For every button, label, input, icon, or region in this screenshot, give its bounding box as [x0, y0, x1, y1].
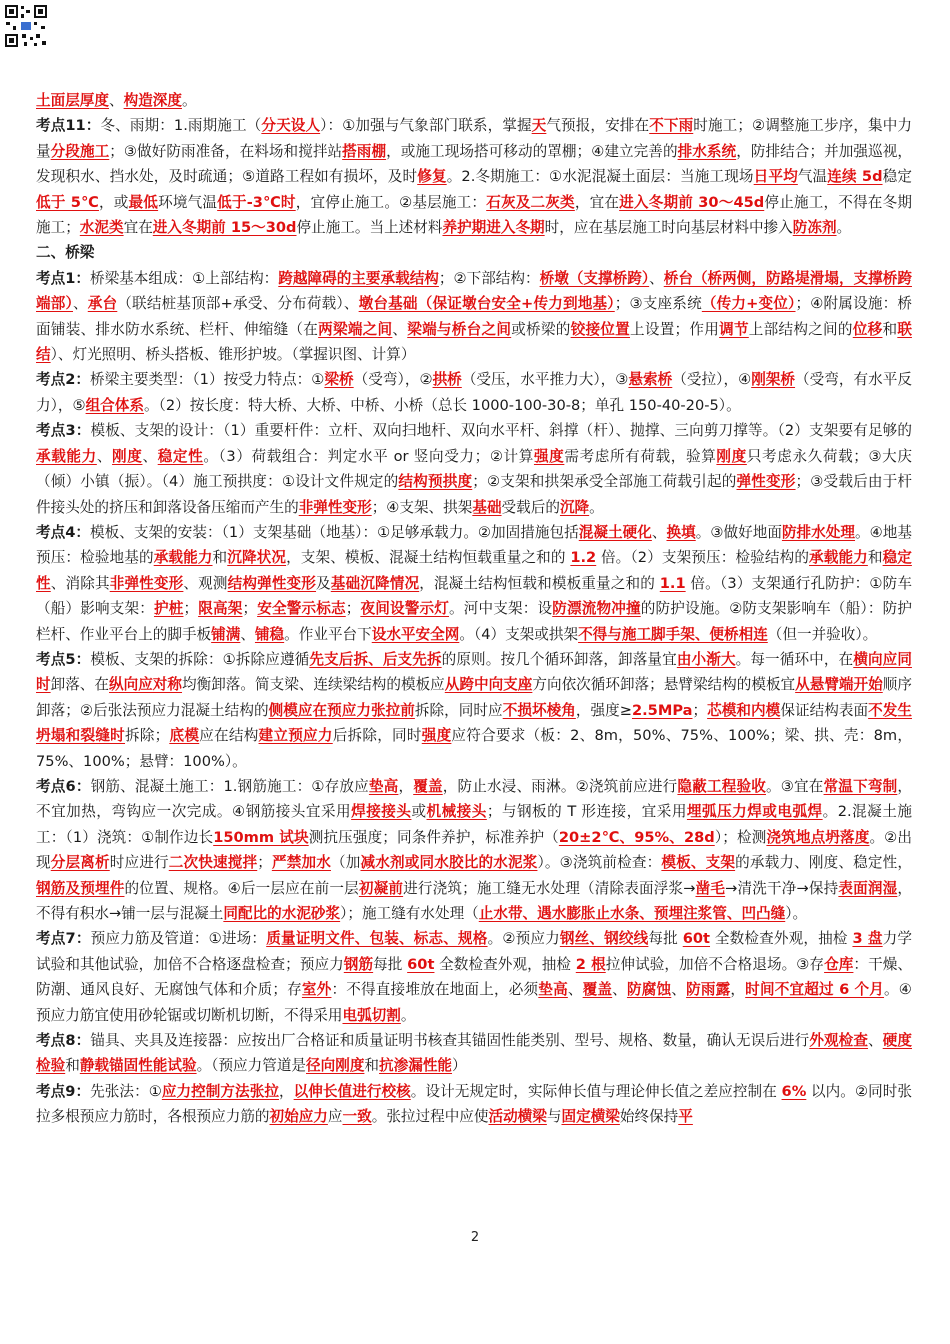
text-run: ；与钢板的 T 形连接，宜采用 — [486, 803, 687, 821]
highlight-term: 承载能力 — [153, 549, 213, 567]
highlight-term: 限高架 — [198, 600, 243, 618]
text-run: 倍。（3）支架通行孔防护：①防车（船）影响支架： — [36, 574, 912, 618]
text-run: （联结桩基顶部+承受、分布荷载）、 — [117, 295, 359, 313]
highlight-term: 初始应力 — [269, 1108, 328, 1126]
highlight-term: 由小渐大 — [676, 650, 736, 668]
highlight-term: 护桩 — [153, 600, 184, 618]
highlight-term: 20±2℃、95%、28d — [558, 828, 715, 846]
text-run: 倍。（2）支架预压：检验结构的 — [596, 549, 810, 567]
highlight-term: 覆盖 — [413, 777, 443, 795]
text-run: ，或 — [98, 193, 129, 211]
text-run: ，或施工现场搭可移动的罩棚；④建立完善的 — [386, 142, 678, 160]
highlight-term: 进入冬期前 30～45d — [619, 193, 765, 211]
highlight-term: 换填 — [666, 523, 696, 541]
text-run: ，混凝土结构恒载和模板重量之和的 — [419, 574, 660, 592]
text-run: 。 — [400, 1006, 416, 1024]
highlight-term: 室外 — [301, 981, 332, 999]
text-run: ；②下部结构： — [438, 269, 540, 287]
highlight-term: 水泥类 — [79, 219, 124, 237]
text-run: ）、灯光照明、桥头搭板、锥形护坡。（掌握识图、计算） — [50, 346, 416, 364]
text-run: 后拆除，同时 — [332, 727, 422, 745]
highlight-term: 纵向应对称 — [109, 676, 183, 694]
text-run: 始终保持 — [619, 1108, 679, 1126]
text-run: 气预报，安排在 — [546, 117, 650, 135]
highlight-term: 梁端与桥台之间 — [407, 320, 512, 338]
key-point-label: 考点6： — [36, 777, 91, 795]
highlight-term: 铺稳 — [254, 625, 285, 643]
highlight-term: 6% — [781, 1082, 807, 1100]
highlight-term: 联结 — [36, 320, 912, 364]
text-run: 和 — [867, 549, 883, 567]
text-run: ：不得直接堆放在地面上，必须 — [331, 981, 539, 999]
highlight-term: 调节 — [719, 320, 749, 338]
paragraph — [36, 113, 912, 240]
text-run: 、 — [649, 269, 664, 287]
text-run: 拆除，同时应 — [414, 701, 503, 719]
text-run: （受拉），④ — [672, 371, 752, 389]
highlight-term: 凿毛 — [695, 879, 726, 897]
text-run: 保证结构表面 — [780, 701, 869, 719]
text-run: 的位置、规格。④后一层应在前一层 — [124, 879, 359, 897]
text-run: 、 — [567, 981, 583, 999]
text-run: 。（4）支架或拱架 — [459, 625, 579, 643]
text-run: 每批 — [648, 930, 683, 948]
highlight-term: 应力控制方法张拉 — [161, 1082, 279, 1100]
text-run: ，不宜加热，弯钩应一次完成。④钢筋接头宜采用 — [36, 777, 912, 821]
text-run: 和 — [882, 320, 898, 338]
highlight-term: 防冻剂 — [792, 219, 837, 237]
highlight-term: 平 — [678, 1108, 693, 1126]
text-run: 、 — [142, 447, 158, 465]
highlight-term: 抗渗漏性能 — [379, 1057, 453, 1075]
highlight-term: 钢筋及预埋件 — [36, 879, 125, 897]
highlight-term: 桥台（桥两侧，防路堤滑塌，支撑桥跨端部） — [36, 269, 912, 313]
text-run: 卸落、在 — [50, 676, 110, 694]
text-run: 的承载力、刚度、稳定性， — [735, 854, 912, 872]
highlight-term: 土面层厚度 — [36, 92, 109, 109]
text-run: 冬、雨期：1.雨期施工（ — [100, 117, 262, 135]
text-run: 方向依次循环卸落；悬臂梁结构的模板宜 — [532, 676, 796, 694]
highlight-term: 天 — [531, 117, 547, 135]
highlight-term: 基础沉降情况 — [330, 574, 420, 592]
text-run: 气温 — [797, 168, 828, 186]
paragraph — [36, 1028, 912, 1079]
highlight-term: 横向应同时 — [36, 650, 912, 694]
highlight-term: 模板、支架 — [661, 854, 736, 872]
text-run: 先张法：① — [90, 1082, 162, 1100]
text-run: ； — [345, 600, 361, 618]
highlight-term: 墩台基础（保证墩台安全+传力到地基） — [358, 295, 615, 313]
highlight-term: 不得与施工脚手架、便桥相连 — [578, 625, 768, 643]
text-run: 。2.混凝土施工：（1）浇筑：①制作边长 — [36, 803, 912, 846]
page-number: 2 — [470, 1230, 480, 1245]
highlight-term: 建立预应力 — [258, 727, 333, 745]
highlight-term: 桥墩（支撑桥跨） — [539, 269, 650, 287]
key-point-label: 考点5： — [36, 650, 91, 668]
text-run: 测抗压强度；同条件养护，标准养护（ — [308, 828, 559, 846]
text-run: 应 — [327, 1108, 343, 1126]
highlight-term: 排水系统 — [677, 142, 737, 160]
text-run: 停止施工。当上述材料 — [296, 219, 443, 237]
highlight-term: 组合体系 — [85, 396, 144, 414]
text-run: 时施工；②调整施工步序，集中力量 — [36, 117, 912, 160]
highlight-term: 强度 — [421, 727, 452, 745]
highlight-term: 防漂流物冲撞 — [552, 600, 641, 618]
text-run: 。2.冬期施工：①水泥混凝土面层：当施工现场 — [446, 168, 754, 186]
highlight-term: 养护期进入冬期 — [442, 219, 545, 237]
highlight-term: 机械接头 — [426, 803, 487, 821]
text-run: ； — [183, 600, 199, 618]
highlight-term: 电弧切割 — [342, 1006, 401, 1024]
text-run: 全数检查外观，抽检 — [710, 930, 853, 948]
highlight-term: 初凝前 — [358, 879, 404, 897]
text-run: 力学试验和其他试验，加倍不合格逐盘检查；预应力 — [36, 930, 912, 973]
text-run: （受压，水平推力大），③ — [461, 371, 629, 389]
text-run: 。④预应力筋宜使用砂轮锯或切断机切断，不得采用 — [36, 981, 912, 1024]
text-run: 停止施工，不得在冬期施工； — [36, 193, 912, 237]
paragraph — [36, 266, 912, 368]
highlight-term: 承台 — [87, 295, 118, 313]
highlight-term: 低于-3℃时 — [217, 193, 296, 211]
text-run: 顺序卸落；②后张法预应力混凝土结构的 — [36, 676, 912, 719]
text-run: 需考虑所有荷载，验算 — [564, 447, 717, 465]
highlight-term: 刚度 — [716, 447, 747, 465]
text-run: 模板、支架的设计：（1）重要杆件：立杆、双向扫地杆、双向水平杆、斜撑（杆）、抛撑、三向剪刀撑等。（2）支架要有足够的 — [90, 422, 912, 440]
text-run: ；④支架、拱架 — [371, 498, 473, 516]
highlight-term: 埋弧压力焊或电弧焊 — [686, 803, 823, 821]
key-point-label: 考点8： — [36, 1032, 91, 1050]
text-run: 模板、支架的安装：（1）支架基础（地基）：①足够承载力。②加固措施包括 — [90, 523, 579, 541]
highlight-term: 焊接接头 — [351, 803, 412, 821]
text-run: 上部结构之间的 — [748, 320, 853, 338]
highlight-term: 从跨中向支座 — [444, 676, 533, 694]
highlight-term: 一致 — [342, 1108, 372, 1126]
text-run: 。④地基预压：检验地基的 — [36, 523, 912, 567]
key-point-label: 考点1： — [36, 269, 90, 287]
highlight-term: 防腐蚀 — [626, 981, 672, 999]
text-run: 时，应在基层施工时向基层材料中掺入 — [544, 219, 793, 237]
highlight-term: 强度 — [533, 447, 565, 465]
text-run: 拆除； — [125, 727, 170, 745]
text-run: 全数检查外观，抽检 — [434, 955, 576, 973]
text-run: 只考虑永久荷载；③大庆（倾）小镇（振）。（4）施工预拱度：①设计文件规定的 — [36, 447, 912, 491]
text-run: 桥梁主要类型：（1）按受力特点：① — [90, 371, 325, 389]
text-run: 。设计无规定时，实际伸长值与理论伸长值之差应控制在 — [410, 1082, 782, 1100]
highlight-term: 固定横梁 — [561, 1108, 620, 1126]
text-run: 。②出现 — [36, 828, 912, 872]
text-run: ，不得有积水→铺一层与混凝土 — [36, 879, 912, 922]
text-run: 模板、支架的拆除：①拆除应遵循 — [90, 650, 310, 668]
highlight-term: 同配比的水泥砂浆 — [223, 905, 341, 922]
highlight-term: 1.2 — [570, 549, 597, 567]
highlight-term: 防雨露 — [686, 981, 731, 999]
highlight-term: 分段施工 — [50, 142, 110, 160]
highlight-term: 位移 — [852, 320, 883, 338]
highlight-term: 刚度 — [112, 447, 143, 465]
highlight-term: 搭雨棚 — [342, 142, 387, 160]
highlight-term: 承载能力 — [809, 549, 868, 567]
key-point-label: 考点4： — [36, 523, 91, 541]
text-run: ；③支座系统 — [614, 295, 702, 313]
text-run: 与 — [546, 1108, 562, 1126]
text-run: →清洗干净→保持 — [725, 879, 839, 897]
text-run: 环境气温 — [158, 193, 218, 211]
text-run: 和 — [212, 549, 228, 567]
text-run: 及 — [316, 574, 331, 592]
text-run: 每批 — [373, 955, 408, 973]
highlight-term: 铺满 — [211, 625, 241, 643]
text-run: ； — [242, 600, 258, 618]
highlight-term: 弹性变形 — [736, 473, 796, 491]
key-point-label: 考点3： — [36, 422, 91, 440]
text-run: ，强度≥ — [575, 701, 632, 719]
text-run: ，宜在 — [574, 193, 620, 211]
highlight-term: 连续 5d — [827, 168, 883, 186]
highlight-term: 60t — [407, 955, 435, 973]
highlight-term: 侧模应在预应力张拉前 — [268, 701, 415, 719]
highlight-term: 止水带、遇水膨胀止水条、预埋注浆管、凹凸缝 — [478, 905, 786, 922]
highlight-term: 严禁加水 — [271, 854, 331, 872]
highlight-term: 防排水处理 — [781, 523, 856, 541]
text-run: 应在结构 — [199, 727, 259, 745]
key-point-label: 考点7： — [36, 930, 91, 948]
text-run: ， — [278, 1082, 294, 1100]
text-run: 、 — [108, 92, 124, 109]
highlight-term: 结构预拱度 — [398, 473, 473, 491]
text-run: 应符合要求（板：2、8m，50%、75%、100%；梁、拱、壳：8m，75%、100%；悬臂：100%）。 — [36, 727, 912, 770]
highlight-term: 设水平安全网 — [371, 625, 460, 643]
paragraph — [36, 418, 912, 520]
text-run: 。 — [836, 219, 852, 237]
text-run: 以内。②同时张拉多根预应力筋时，各根预应力筋的 — [36, 1082, 912, 1126]
highlight-term: 覆盖 — [582, 981, 613, 999]
text-run: 受载后的 — [501, 498, 560, 516]
highlight-term: 混凝土硬化 — [578, 523, 652, 541]
text-run: 。③做好地面 — [695, 523, 782, 541]
text-run: 。每一循环中，在 — [735, 650, 854, 668]
text-run: 和 — [364, 1057, 380, 1075]
key-point-label: 考点9： — [36, 1082, 91, 1100]
highlight-term: 跨越障碍的主要承载结构 — [278, 269, 439, 287]
highlight-term: 垫高 — [538, 981, 568, 999]
text-run: 、 — [240, 625, 255, 643]
highlight-term: 石灰及二灰类 — [486, 193, 575, 211]
highlight-term: 质量证明文件、包装、标志、规格 — [266, 930, 488, 948]
highlight-term: 进入冬期前 15～30d — [152, 219, 297, 237]
paragraph — [36, 88, 912, 113]
paragraph — [36, 1079, 912, 1130]
text-run: 。作业平台下 — [284, 625, 372, 643]
text-run: 、 — [671, 981, 687, 999]
highlight-term: 低于 5℃ — [36, 193, 99, 211]
highlight-term: 稳定性 — [36, 549, 912, 592]
highlight-term: 日平均 — [753, 168, 798, 186]
highlight-term: 减水剂或同水胶比的水泥浆 — [360, 854, 538, 872]
text-run: 锚具、夹具及连接器：应按出厂合格证和质量证明书核查其锚固性能类别、型号、规格、数量，确认无误后进行 — [90, 1032, 810, 1050]
highlight-term: 梁桥 — [324, 371, 354, 389]
text-run: 、 — [868, 1032, 883, 1050]
text-run: 宜在 — [123, 219, 153, 237]
highlight-term: 构造深度 — [123, 92, 182, 109]
highlight-term: 1.1 — [659, 574, 686, 592]
highlight-term: 两梁端之间 — [318, 320, 393, 338]
paragraph — [36, 367, 912, 418]
text-run: 。（预应力管道是 — [196, 1057, 307, 1075]
text-run: 桥梁基本组成：①上部结构： — [89, 269, 279, 287]
highlight-term: 硬度检验 — [36, 1032, 912, 1075]
text-run: ：干燥、防潮、通风良好、无腐蚀气体和介质；存 — [36, 955, 912, 999]
highlight-term: 沉降 — [559, 498, 590, 516]
text-run: ；③做好防雨准备，在料场和搅拌站 — [109, 142, 343, 160]
highlight-term: 2 根 — [575, 955, 606, 973]
highlight-term: 以伸长值进行校核 — [293, 1082, 411, 1100]
highlight-term: 150mm 试块 — [213, 828, 309, 846]
text-run: ；④附属设施：桥面铺装、排水防水系统、栏杆、伸缩缝（在 — [36, 295, 912, 338]
text-run: ， — [730, 981, 746, 999]
text-run: ）。 — [785, 905, 808, 922]
text-run: 、 — [651, 523, 667, 541]
text-run: （受弯，有水平反力），⑤ — [36, 371, 912, 414]
highlight-term: 2.5MPa — [631, 701, 693, 719]
highlight-term: 钢筋 — [343, 955, 374, 973]
highlight-term: 静载锚固性能试验 — [79, 1057, 197, 1075]
text-run: 。②预应力 — [487, 930, 560, 948]
highlight-term: 基础 — [472, 498, 502, 516]
highlight-term: 表面润湿 — [838, 879, 898, 897]
highlight-term: （传力+变位） — [701, 295, 796, 313]
highlight-term: 径向刚度 — [306, 1057, 365, 1075]
text-run: 、 — [96, 447, 113, 465]
highlight-term: 先支后拆、后支先拆 — [309, 650, 442, 668]
text-run: ， — [398, 777, 414, 795]
highlight-term: 结构弹性变形 — [227, 574, 317, 592]
text-run: 。③宜在 — [766, 777, 824, 795]
text-run: 时应进行 — [109, 854, 169, 872]
highlight-term: 不损坏棱角 — [502, 701, 576, 719]
highlight-term: 活动横梁 — [488, 1108, 547, 1126]
highlight-term: 拱桥 — [432, 371, 462, 389]
text-run: 的原则。按几个循环卸落，卸落量宜 — [441, 650, 677, 668]
text-run: 钢筋、混凝土施工：1.钢筋施工：①存放应 — [90, 777, 369, 795]
highlight-term: 承载能力 — [36, 447, 97, 465]
text-run: 、消除其 — [50, 574, 110, 592]
text-run: 上设置；作用 — [630, 320, 720, 338]
text-run: 。河中支架：设 — [449, 600, 553, 618]
highlight-term: 浇筑地点坍落度 — [766, 828, 870, 846]
text-run: ，支架、模板、混凝土结构恒载重量之和的 — [286, 549, 571, 567]
paragraph — [36, 647, 912, 774]
highlight-term: 最低 — [128, 193, 159, 211]
text-run: 均衡卸落。简支梁、连续梁结构的模板应 — [182, 676, 445, 694]
paragraph — [36, 774, 912, 926]
qr-code-icon — [4, 4, 48, 48]
text-run: 。 — [181, 92, 197, 109]
highlight-term: 芯模和内模 — [707, 701, 781, 719]
text-run: ） — [452, 1057, 467, 1075]
text-run: 和 — [65, 1057, 80, 1075]
text-run: 。张拉过程中应使 — [371, 1108, 489, 1126]
text-run: （受弯），② — [353, 371, 433, 389]
highlight-term: 外观检查 — [809, 1032, 869, 1050]
text-run: 拉伸试验，加倍不合格退场。③存 — [605, 955, 825, 973]
section-title: 二、桥梁 — [36, 244, 95, 262]
highlight-term: 稳定性 — [157, 447, 204, 465]
highlight-term: 从悬臂端开始 — [795, 676, 883, 694]
highlight-term: 沉降状况 — [227, 549, 287, 567]
paragraph — [36, 520, 912, 647]
text-run: ）；检测 — [714, 828, 767, 846]
highlight-term: 夜间设警示灯 — [360, 600, 449, 618]
text-run: ）：①加强与气象部门联系，掌握 — [320, 117, 532, 135]
text-run: 预应力筋及管道：①进场： — [90, 930, 267, 948]
highlight-term: 时间不宜超过 6 个月 — [745, 981, 885, 999]
highlight-term: 分层离析 — [50, 854, 110, 872]
text-run: （加 — [330, 854, 361, 872]
text-run: 。（2）按长度：特大桥、大桥、中桥、小桥（总长 1000-100-30-8；单孔 150-40-20-5）。 — [143, 396, 741, 414]
text-run: 或 — [411, 803, 427, 821]
highlight-term: 3 盘 — [852, 930, 883, 948]
text-run: ，防排结合；并加强巡视，发现积水、挡水处，及时疏通；⑤道路工程如有损坏，及时 — [36, 142, 912, 186]
highlight-term: 二次快速搅拌 — [168, 854, 258, 872]
document-body — [36, 88, 912, 1130]
highlight-term: 不下雨 — [649, 117, 694, 135]
highlight-term: 刚架桥 — [751, 371, 796, 389]
text-run: ； — [692, 701, 708, 719]
highlight-term: 隐蔽工程验收 — [677, 777, 766, 795]
text-run: ；③受载后由于杆件接头处的挤压和卸落设备压缩而产生的 — [36, 473, 912, 516]
text-run: 、 — [392, 320, 408, 338]
highlight-term: 悬索桥 — [628, 371, 673, 389]
highlight-term: 钢丝、钢绞线 — [559, 930, 649, 948]
highlight-term: 修复 — [417, 168, 447, 186]
text-run: 、 — [73, 295, 88, 313]
highlight-term: 不发生坍塌和裂缝时 — [36, 701, 912, 745]
text-run: ）；施工缝有水处理（ — [340, 905, 479, 922]
highlight-term: 分天设人 — [261, 117, 321, 135]
paragraph — [36, 926, 912, 1028]
text-run: ； — [257, 854, 272, 872]
text-run: 、 — [612, 981, 627, 999]
text-run: 。（3）荷载组合：判定水平 or 竖向受力；②计算 — [203, 447, 534, 465]
highlight-term: 安全警示标志 — [257, 600, 346, 618]
text-run: （但一并验收）。 — [767, 625, 878, 643]
text-run: 、观测 — [183, 574, 228, 592]
text-run: ，防止水浸、雨淋。②浇筑前应进行 — [442, 777, 678, 795]
text-run: ，宜停止施工。②基层施工： — [295, 193, 487, 211]
text-run: 的防护设施。②防支架影响车（船）：防护栏杆、作业平台上的脚手板 — [36, 600, 912, 643]
text-run: 进行浇筑；施工缝无水处理（清除表面浮浆→ — [403, 879, 696, 897]
key-point-label: 考点11： — [36, 117, 101, 135]
text-run: 或桥梁的 — [511, 320, 571, 338]
highlight-term: 仓库 — [824, 955, 854, 973]
highlight-term: 非弹性变形 — [109, 574, 184, 592]
highlight-term: 60t — [682, 930, 711, 948]
highlight-term: 非弹性变形 — [298, 498, 372, 516]
text-run: ；②支架和拱架承受全部施工荷载引起的 — [472, 473, 737, 491]
highlight-term: 常温下弯制 — [823, 777, 898, 795]
text-run: 稳定 — [882, 168, 912, 186]
highlight-term: 底模 — [169, 727, 200, 745]
text-run: 。 — [589, 498, 604, 516]
highlight-term: 铰接位置 — [570, 320, 630, 338]
key-point-label: 考点2： — [36, 371, 91, 389]
text-run: ）。③浇筑前检查： — [537, 854, 662, 872]
highlight-term: 垫高 — [368, 777, 399, 795]
